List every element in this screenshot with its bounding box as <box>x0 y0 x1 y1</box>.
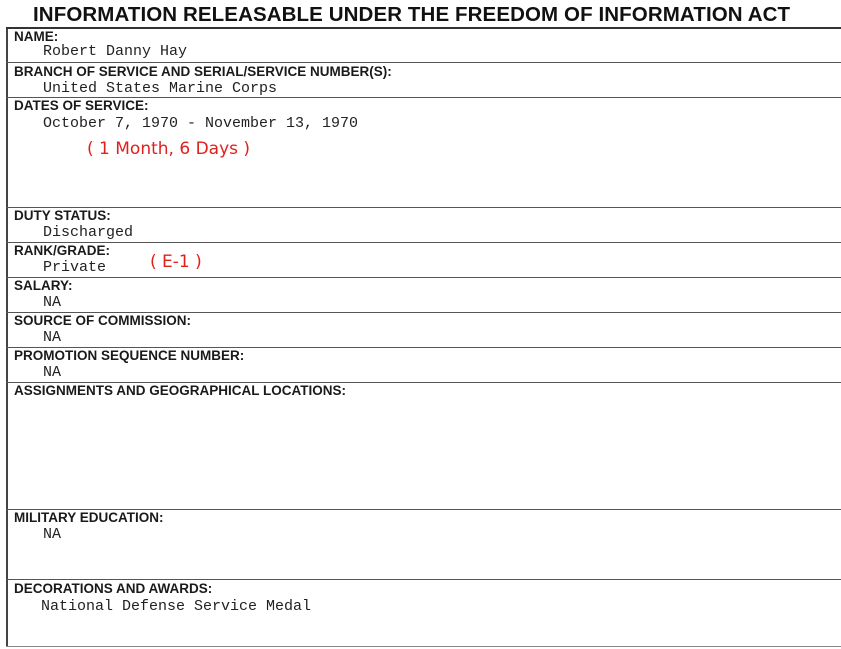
name-label: NAME: <box>14 29 59 44</box>
rank-label: RANK/GRADE: <box>14 243 110 258</box>
form-title: INFORMATION RELEASABLE UNDER THE FREEDOM OF INFORMATION ACT <box>33 3 791 26</box>
divider <box>6 242 841 243</box>
education-value: NA <box>43 526 62 543</box>
assignments-label: ASSIGNMENTS AND GEOGRAPHICAL LOCATIONS: <box>14 383 347 398</box>
duty-status-label: DUTY STATUS: <box>14 208 111 223</box>
duty-status-value: Discharged <box>43 224 134 241</box>
promotion-label: PROMOTION SEQUENCE NUMBER: <box>14 348 245 363</box>
awards-label: DECORATIONS AND AWARDS: <box>14 581 213 596</box>
name-value: Robert Danny Hay <box>43 43 188 60</box>
awards-value: National Defense Service Medal <box>41 598 312 615</box>
dates-label: DATES OF SERVICE: <box>14 98 149 113</box>
branch-value: United States Marine Corps <box>43 80 278 97</box>
left-border <box>6 27 8 647</box>
divider <box>6 579 841 580</box>
education-label: MILITARY EDUCATION: <box>14 510 164 525</box>
bottom-border <box>6 646 841 647</box>
title-divider <box>6 27 841 29</box>
salary-label: SALARY: <box>14 278 73 293</box>
promotion-value: NA <box>43 364 62 381</box>
dates-value: October 7, 1970 - November 13, 1970 <box>43 115 359 132</box>
divider <box>6 62 841 63</box>
salary-value: NA <box>43 294 62 311</box>
divider <box>6 207 841 208</box>
divider <box>6 277 841 278</box>
branch-label: BRANCH OF SERVICE AND SERIAL/SERVICE NUMBER(S): <box>14 64 392 79</box>
rank-grade-note: ( E-1 ) <box>150 252 202 272</box>
rank-value: Private <box>43 259 107 276</box>
commission-value: NA <box>43 329 62 346</box>
dates-duration-note: ( 1 Month, 6 Days ) <box>87 139 251 159</box>
commission-label: SOURCE OF COMMISSION: <box>14 313 192 328</box>
